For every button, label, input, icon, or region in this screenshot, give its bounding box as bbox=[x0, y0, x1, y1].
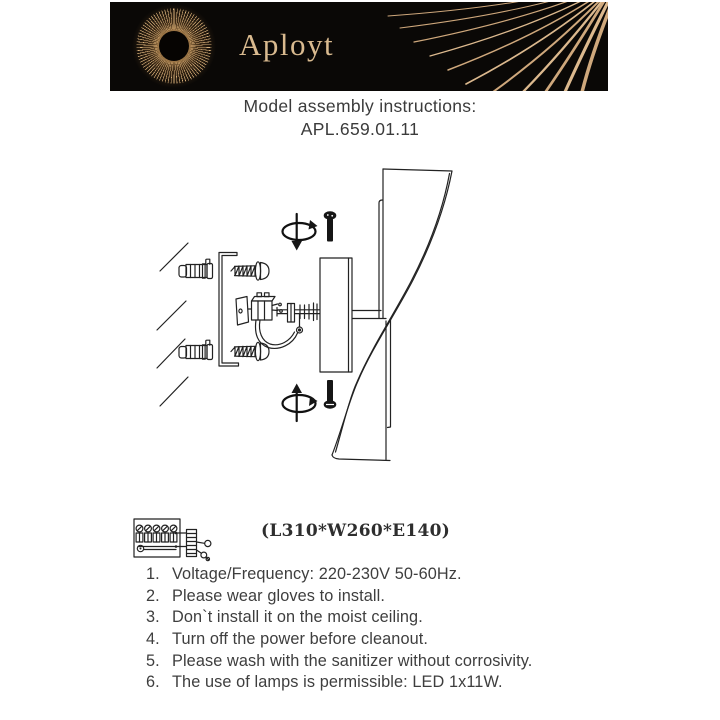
canopy-screw-top bbox=[324, 211, 337, 241]
list-item-text: The use of lamps is permissible: LED 1x11W. bbox=[172, 673, 503, 692]
dimensions-label: (L310*W260*E140) bbox=[261, 521, 451, 541]
list-item bbox=[146, 566, 606, 583]
instruction-list bbox=[146, 566, 606, 696]
list-item-text: Voltage/Frequency: 220-230V 50-60Hz. bbox=[172, 565, 462, 583]
list-item-number: 5. bbox=[146, 651, 160, 670]
list-item-text: Turn off the power before cleanout. bbox=[172, 630, 429, 649]
model-code: APL.659.01.11 bbox=[300, 119, 420, 139]
rotation-symbol-top bbox=[283, 214, 318, 251]
mounting-arm bbox=[353, 311, 387, 319]
wire-cover-plate bbox=[236, 297, 252, 326]
mounting-screw-top bbox=[231, 262, 269, 280]
page-title: Model assembly instructions: bbox=[243, 96, 477, 116]
list-item-number: 3. bbox=[146, 608, 160, 627]
list-item-number: 4. bbox=[146, 630, 160, 649]
brand-name: Aployt bbox=[239, 27, 335, 62]
list-item-number: 2. bbox=[146, 586, 160, 605]
list-item-number: 1. bbox=[146, 565, 160, 583]
list-item-text: Don`t install it on the moist ceiling. bbox=[172, 608, 423, 627]
list-item bbox=[146, 653, 606, 670]
list-item-text: Please wear gloves to install. bbox=[172, 586, 385, 605]
list-item-number: 6. bbox=[146, 673, 160, 692]
rotation-symbol-bottom bbox=[283, 384, 318, 422]
wall-anchor-top bbox=[179, 259, 213, 278]
list-item bbox=[146, 674, 606, 691]
canopy-screw-bottom bbox=[324, 380, 337, 409]
list-item-text: Please wash with the sanitizer without corrosivity. bbox=[172, 651, 533, 670]
wall-anchor-bottom bbox=[179, 340, 213, 359]
canopy-plate bbox=[320, 258, 352, 372]
threaded-rod bbox=[277, 303, 320, 322]
wire-connector-block bbox=[252, 293, 283, 320]
wall-hatching bbox=[157, 243, 188, 406]
list-item bbox=[146, 588, 606, 605]
list-item bbox=[146, 631, 606, 648]
terminal-wiring-schematic bbox=[134, 519, 211, 561]
list-item bbox=[146, 609, 606, 626]
